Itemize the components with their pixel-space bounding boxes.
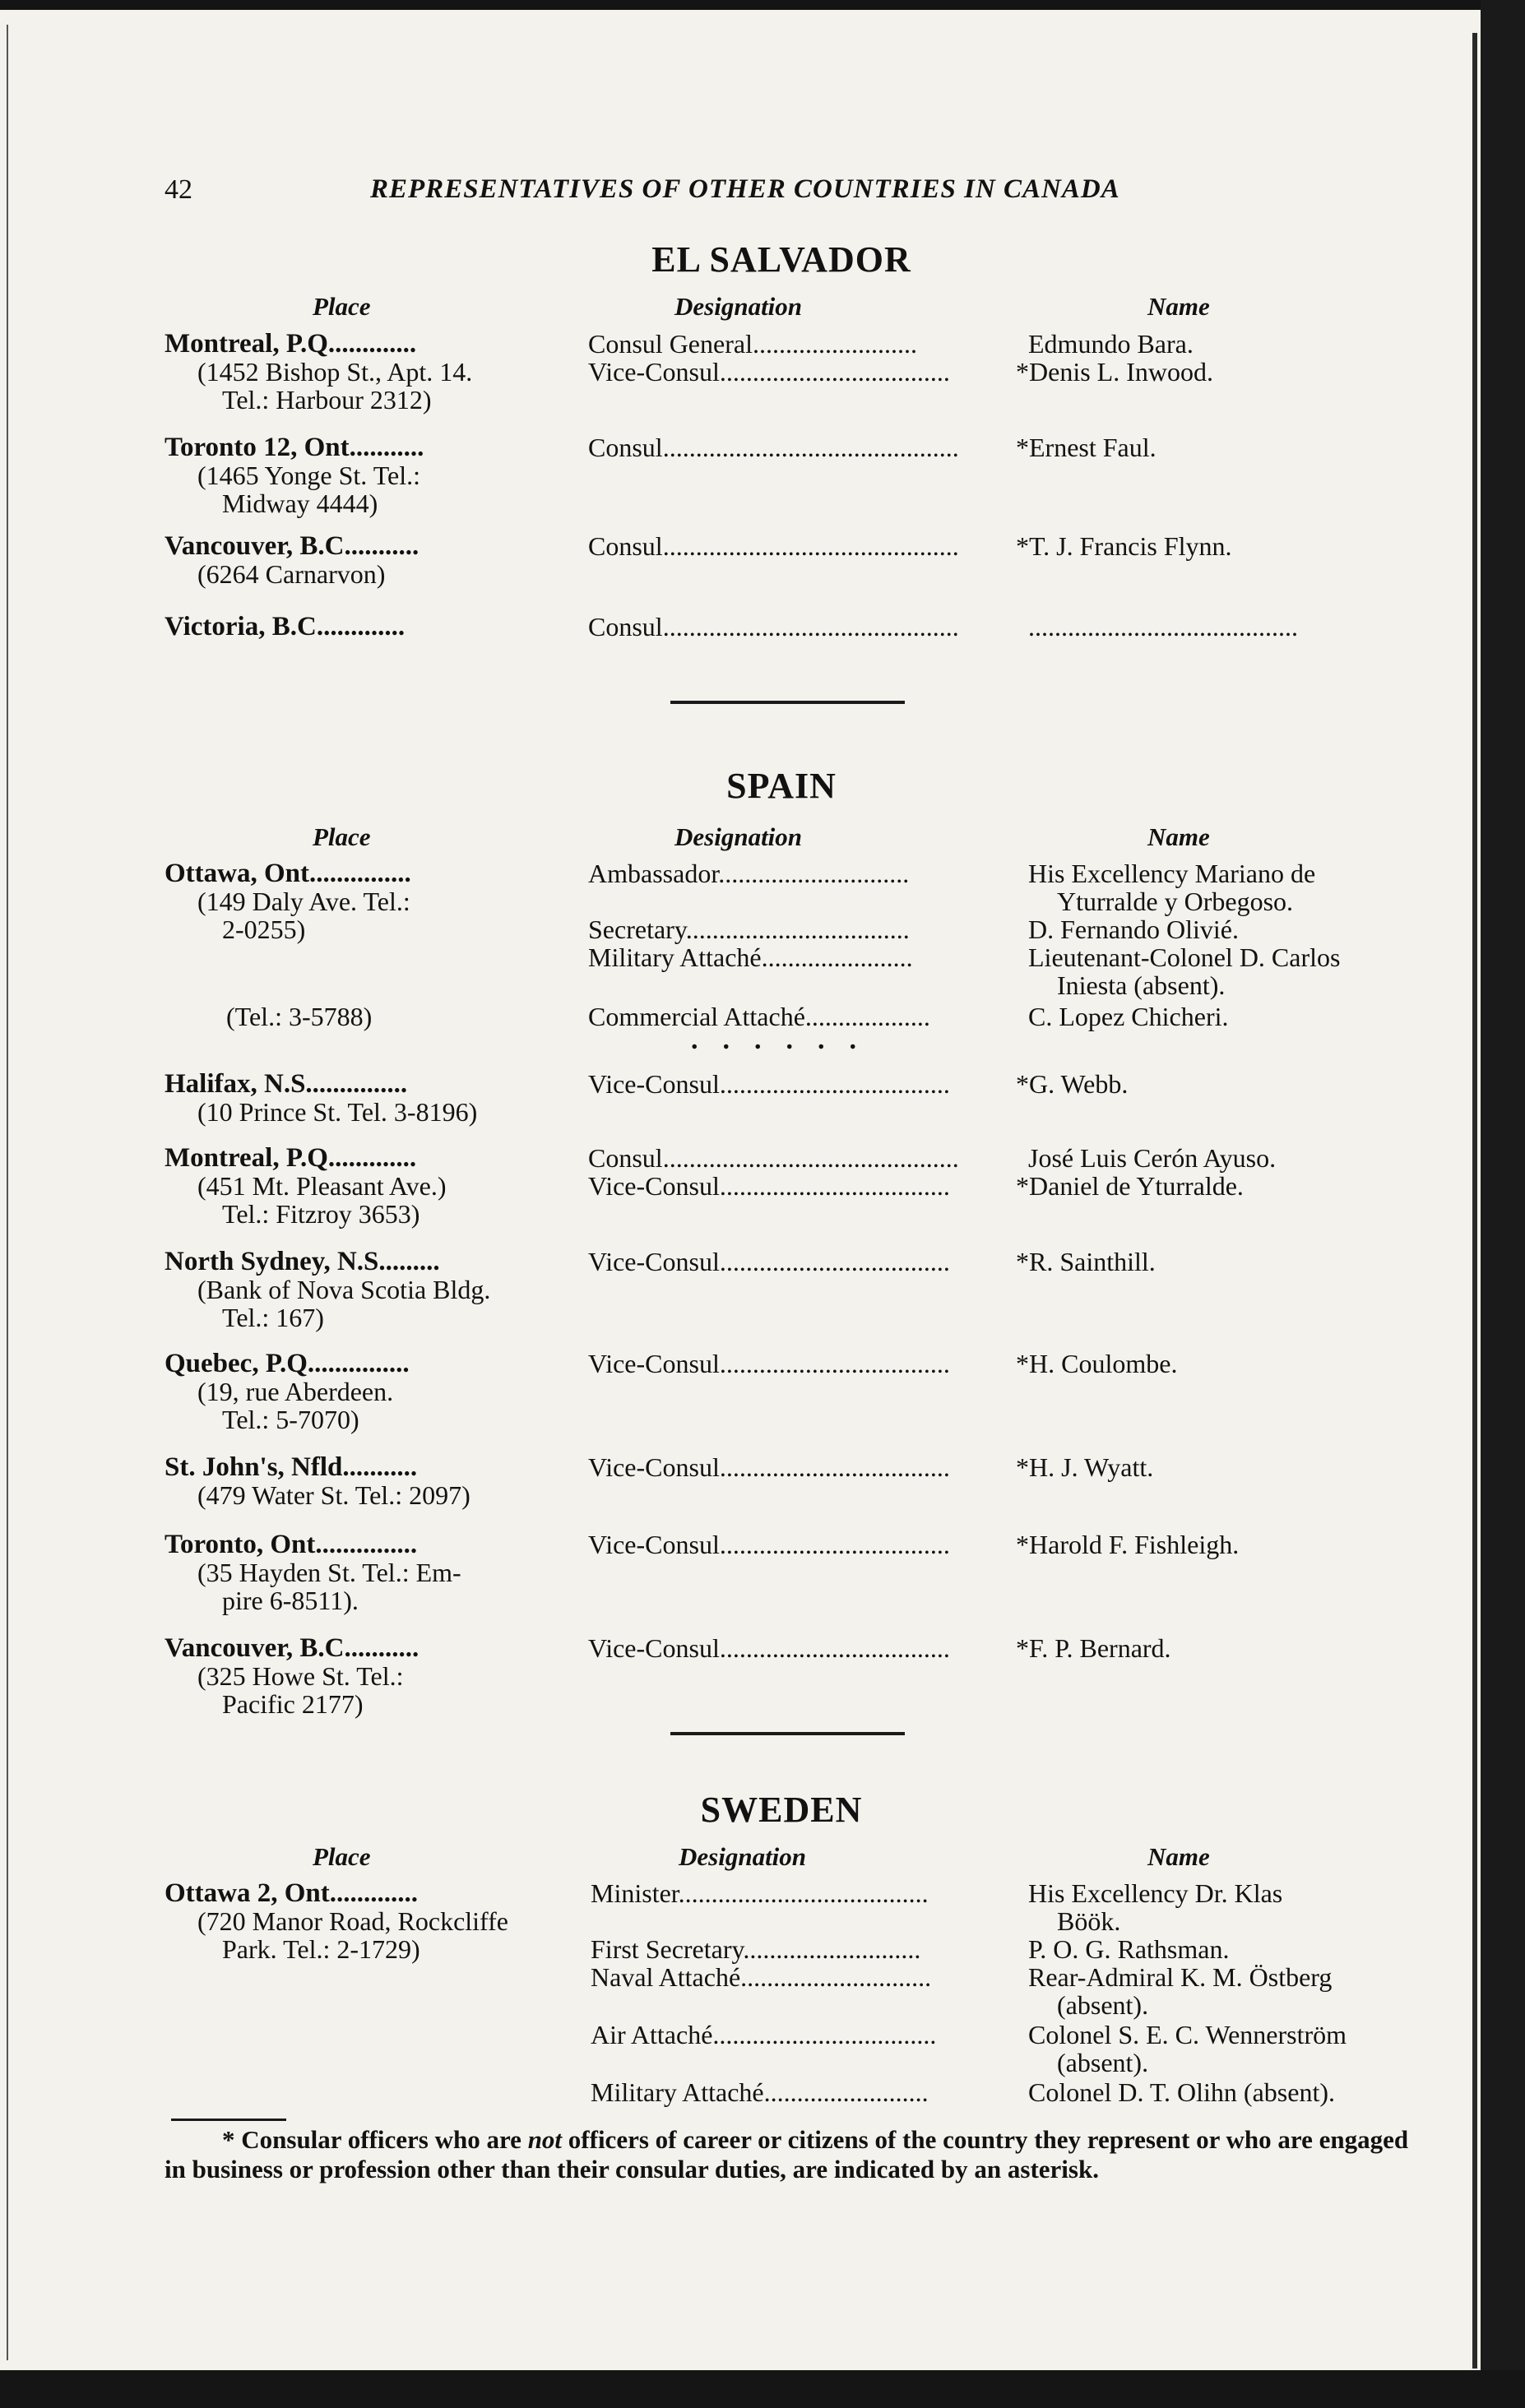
document-page bbox=[165, 164, 1423, 2270]
entry-address: Tel.: Fitzroy 3653) bbox=[222, 1199, 420, 1229]
entry-place: Ottawa, Ont............... bbox=[165, 859, 411, 888]
entry-address: (35 Hayden St. Tel.: Em- bbox=[197, 1558, 461, 1587]
scan-border-right bbox=[1481, 0, 1525, 2408]
entry-name: Rear-Admiral K. M. Östberg bbox=[1028, 1962, 1333, 1992]
footnote-text: officers of career or citizens of the country they represent or who are engaged in business or profession other than their consular duties, are indicated by an asterisk. bbox=[165, 2125, 1409, 2183]
entry-name: Colonel D. T. Olihn (absent). bbox=[1028, 2077, 1335, 2107]
footnote bbox=[165, 2125, 1423, 2184]
entry-place: Halifax, N.S............... bbox=[165, 1069, 408, 1099]
entry-place: Ottawa 2, Ont............. bbox=[165, 1878, 418, 1908]
entry-name: D. Fernando Olivié. bbox=[1028, 915, 1239, 944]
entry-designation: Consul............................................. bbox=[588, 612, 959, 641]
entry-name: C. Lopez Chicheri. bbox=[1028, 1002, 1229, 1031]
entry-address: (720 Manor Road, Rockcliffe bbox=[197, 1906, 508, 1936]
entry-address: (325 Howe St. Tel.: bbox=[197, 1661, 404, 1691]
entry-name: *G. Webb. bbox=[1016, 1069, 1129, 1099]
entry-address: (479 Water St. Tel.: 2097) bbox=[197, 1480, 470, 1510]
section-title-sweden: SWEDEN bbox=[700, 1790, 863, 1830]
column-header-name: Name bbox=[1147, 292, 1210, 321]
entry-name: Yturralde y Orbegoso. bbox=[1057, 887, 1294, 916]
entry-designation: Consul............................................. bbox=[588, 1143, 959, 1173]
entry-address: (1452 Bishop St., Apt. 14. bbox=[197, 357, 473, 387]
entry-name: Colonel S. E. C. Wennerström bbox=[1028, 2020, 1347, 2049]
column-header-designation: Designation bbox=[679, 1842, 807, 1871]
entry-name: *F. P. Bernard. bbox=[1016, 1633, 1171, 1663]
entry-name: ......................................... bbox=[1028, 612, 1298, 641]
entry-place: Vancouver, B.C........... bbox=[165, 531, 419, 561]
entry-name: *R. Sainthill. bbox=[1016, 1247, 1156, 1276]
entry-place: Vancouver, B.C........... bbox=[165, 1633, 419, 1663]
entry-address: (Tel.: 3-5788) bbox=[226, 1002, 373, 1031]
section-divider bbox=[670, 701, 905, 704]
section-title-el-salvador: EL SALVADOR bbox=[651, 239, 911, 280]
column-header-place: Place bbox=[313, 822, 371, 851]
entry-address: Tel.: Harbour 2312) bbox=[222, 385, 432, 414]
entry-name: *H. J. Wyatt. bbox=[1016, 1452, 1154, 1482]
entry-name: *Harold F. Fishleigh. bbox=[1016, 1530, 1240, 1559]
footnote-text: Consular officers who are bbox=[234, 2125, 528, 2154]
entry-designation: Vice-Consul................................... bbox=[588, 1171, 950, 1201]
entry-address: (6264 Carnarvon) bbox=[197, 559, 386, 589]
entry-designation: Vice-Consul................................... bbox=[588, 1452, 950, 1482]
entry-name: Böök. bbox=[1057, 1906, 1121, 1936]
scan-border-top bbox=[0, 0, 1525, 10]
entry-address: Tel.: 5-7070) bbox=[222, 1405, 359, 1434]
section-title-spain: SPAIN bbox=[726, 766, 837, 806]
entry-name: *Ernest Faul. bbox=[1016, 433, 1156, 462]
entry-designation: Air Attaché.................................. bbox=[591, 2020, 937, 2049]
entry-address: (Bank of Nova Scotia Bldg. bbox=[197, 1275, 491, 1304]
footnote-emphasis: not bbox=[527, 2125, 563, 2154]
entry-name: *Daniel de Yturralde. bbox=[1016, 1171, 1244, 1201]
column-header-place: Place bbox=[313, 292, 371, 321]
entry-address: 2-0255) bbox=[222, 915, 306, 944]
entry-name: (absent). bbox=[1057, 1990, 1149, 2020]
column-header-place: Place bbox=[313, 1842, 371, 1871]
entry-place: North Sydney, N.S......... bbox=[165, 1247, 440, 1276]
entry-name: (absent). bbox=[1057, 2048, 1149, 2077]
section-divider bbox=[670, 1732, 905, 1735]
footnote-asterisk: * bbox=[222, 2125, 235, 2154]
entry-address: Tel.: 167) bbox=[222, 1303, 324, 1332]
entry-designation: Secretary.................................. bbox=[588, 915, 910, 944]
entry-place: Toronto 12, Ont........... bbox=[165, 433, 424, 462]
entry-place: Quebec, P.Q............... bbox=[165, 1349, 410, 1378]
entry-address: (10 Prince St. Tel. 3-8196) bbox=[197, 1097, 478, 1127]
entry-address: Pacific 2177) bbox=[222, 1689, 364, 1719]
entry-designation: Consul............................................. bbox=[588, 433, 959, 462]
footnote-rule bbox=[171, 2119, 286, 2121]
entry-name: His Excellency Dr. Klas bbox=[1028, 1878, 1283, 1908]
entry-designation: Vice-Consul................................... bbox=[588, 1530, 950, 1559]
column-header-designation: Designation bbox=[674, 292, 803, 321]
page-number: 42 bbox=[165, 174, 192, 205]
entry-name: Lieutenant-Colonel D. Carlos bbox=[1028, 942, 1341, 972]
column-header-name: Name bbox=[1147, 822, 1210, 851]
entry-name: P. O. G. Rathsman. bbox=[1028, 1934, 1230, 1964]
scan-binding-edge bbox=[1472, 33, 1477, 2369]
entry-designation: Vice-Consul................................... bbox=[588, 1633, 950, 1663]
entry-designation: Vice-Consul................................... bbox=[588, 1247, 950, 1276]
entry-place: Montreal, P.Q............. bbox=[165, 329, 417, 359]
entry-designation: Military Attaché......................... bbox=[591, 2077, 929, 2107]
running-title: REPRESENTATIVES OF OTHER COUNTRIES IN CANADA bbox=[370, 174, 1120, 204]
scan-border-bottom bbox=[0, 2370, 1525, 2408]
entry-name: *H. Coulombe. bbox=[1016, 1349, 1178, 1378]
entry-address: (149 Daly Ave. Tel.: bbox=[197, 887, 410, 916]
entry-place: Montreal, P.Q............. bbox=[165, 1143, 417, 1173]
entry-address: pire 6-8511). bbox=[222, 1586, 359, 1615]
entry-address: Midway 4444) bbox=[222, 489, 378, 518]
entry-address: (1465 Yonge St. Tel.: bbox=[197, 461, 420, 490]
entry-name: Iniesta (absent). bbox=[1057, 970, 1226, 1000]
entry-designation: Minister...................................... bbox=[591, 1878, 929, 1908]
entry-designation: Consul General......................... bbox=[588, 329, 917, 359]
entry-place: Victoria, B.C............. bbox=[165, 612, 406, 641]
entry-address: Park. Tel.: 2-1729) bbox=[222, 1934, 420, 1964]
entry-place: Toronto, Ont............... bbox=[165, 1530, 418, 1559]
entry-designation: Vice-Consul................................... bbox=[588, 1349, 950, 1378]
entry-designation: First Secretary........................... bbox=[591, 1934, 921, 1964]
column-header-designation: Designation bbox=[674, 822, 803, 851]
entry-place: St. John's, Nfld........... bbox=[165, 1452, 418, 1482]
entry-designation: Vice-Consul................................... bbox=[588, 1069, 950, 1099]
entry-designation: Commercial Attaché................... bbox=[588, 1002, 930, 1031]
entry-address: (19, rue Aberdeen. bbox=[197, 1377, 394, 1406]
entry-name: His Excellency Mariano de bbox=[1028, 859, 1316, 888]
column-header-name: Name bbox=[1147, 1842, 1210, 1871]
scan-border-left bbox=[7, 25, 8, 2360]
entry-name: *Denis L. Inwood. bbox=[1016, 357, 1213, 387]
separator-dots: ...... bbox=[691, 1025, 881, 1055]
entry-designation: Military Attaché....................... bbox=[588, 942, 913, 972]
entry-name: *T. J. Francis Flynn. bbox=[1016, 531, 1232, 561]
entry-designation: Vice-Consul................................... bbox=[588, 357, 950, 387]
entry-designation: Ambassador............................. bbox=[588, 859, 910, 888]
entry-name: José Luis Cerón Ayuso. bbox=[1028, 1143, 1277, 1173]
entry-address: (451 Mt. Pleasant Ave.) bbox=[197, 1171, 447, 1201]
entry-designation: Consul............................................. bbox=[588, 531, 959, 561]
entry-name: Edmundo Bara. bbox=[1028, 329, 1194, 359]
entry-designation: Naval Attaché............................. bbox=[591, 1962, 932, 1992]
